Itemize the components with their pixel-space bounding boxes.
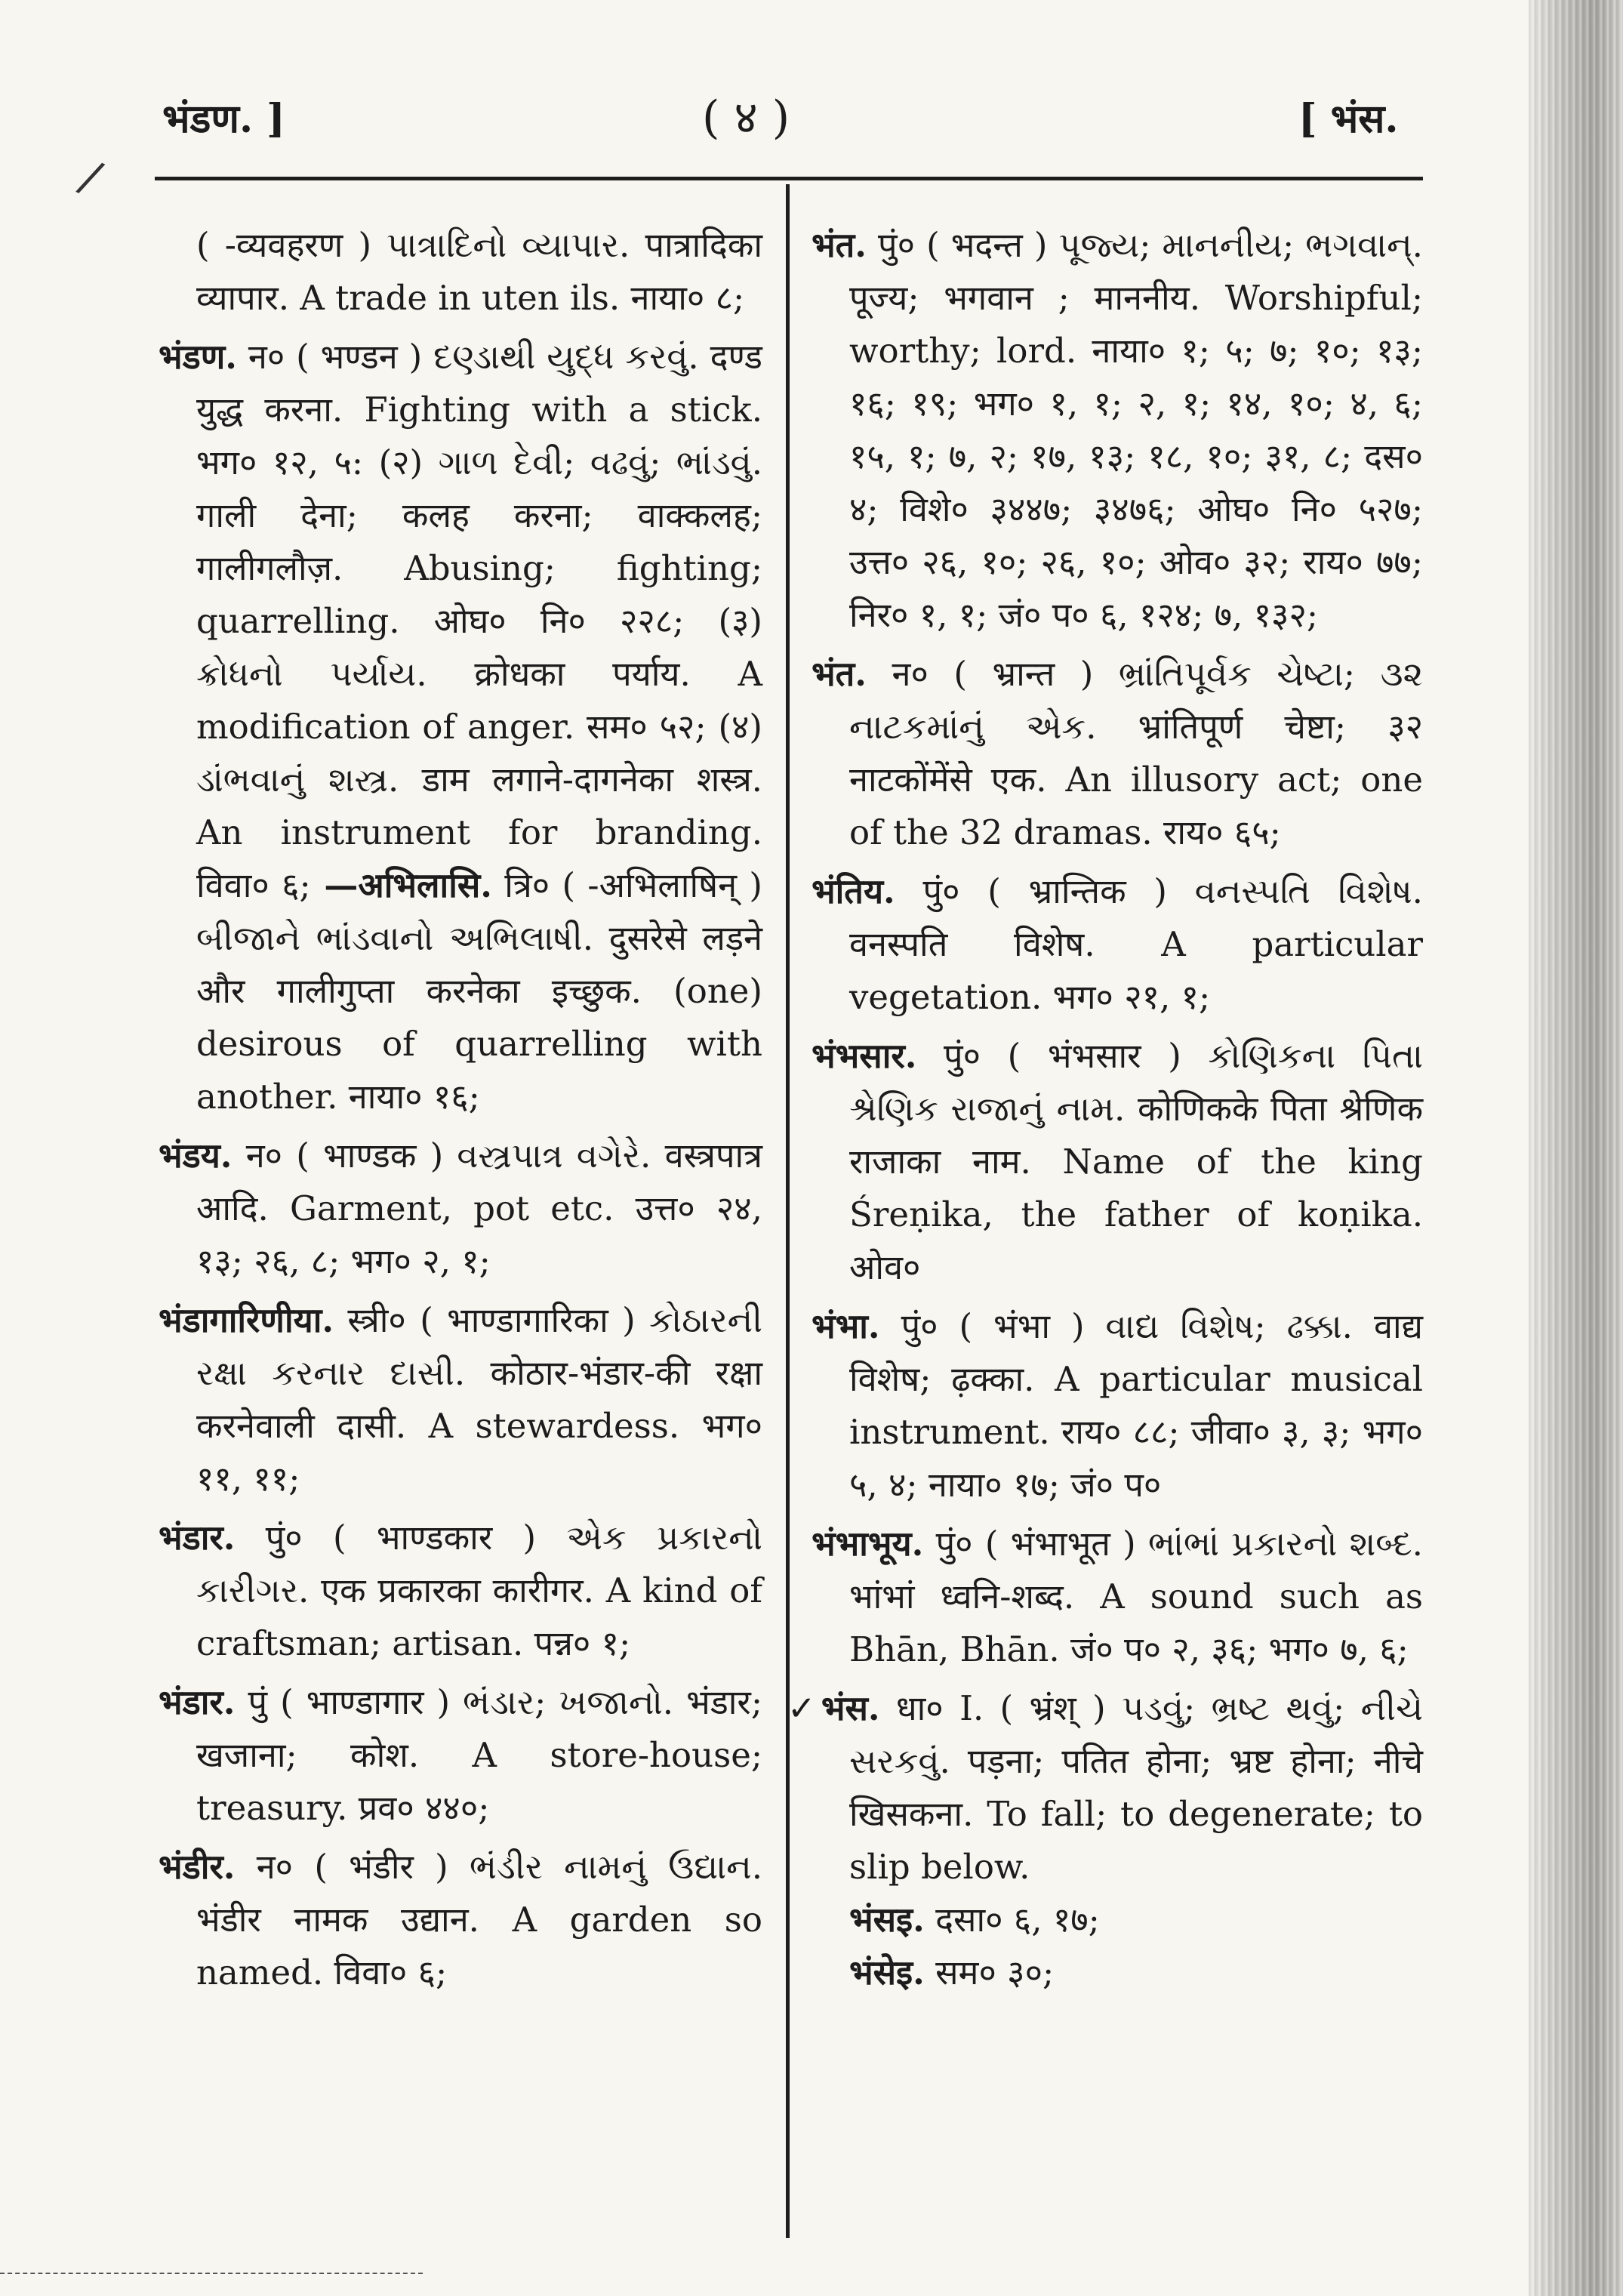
headword: भंभसार.	[812, 1036, 917, 1076]
entry	[812, 1030, 1423, 1294]
check-mark-icon: ✓	[787, 1688, 821, 1728]
sub-entry-text: त्रि० ( -अभिलाषिन् ) બીજાને ભાંડવાનો અભિલાષી. दुसरेसे लड़ने और गालीगुप्ता करनेका इच्छुक. (one) desirous of quarrelling with another. नाया० १६;	[196, 865, 762, 1117]
headword: भंभाभूय.	[812, 1524, 924, 1564]
entry	[812, 1518, 1423, 1676]
entry-text: न० ( भण्डन ) દણ્ડાથી યુદ્ધ કરવું. दण्ड युद्ध करना. Fighting with a stick. भग० १२, ५: (२) ગાળ દેવી; વઢવું; ભાંડવું. गाली देना; कलह करना; वाक्कलह; गालीगलौज़. Abusing; fighting; quarrelling. ओघ० नि० २२८; (३) ક્રોધનો પર્યાય. क्रोधका पर्याय. A modification of anger. सम० ५२; (४) ડાંભવાનું શસ્ત્ર. डाम लगाने-दागनेका शस्त्र. An instrument for branding. विवा० ६;	[196, 337, 762, 905]
headword: भंस.	[821, 1688, 880, 1728]
entry-text: स्त्री० ( भाण्डागारिका ) કોઠારની રક્ષા કરનાર દાસી. कोठार-भंडार-की रक्षा करनेवाली दासी. A stewardess. भग० ११, ११;	[196, 1300, 762, 1499]
entry	[159, 331, 762, 1123]
inflection-ref: दसा० ६, १७;	[924, 1900, 1100, 1940]
column-divider	[786, 184, 790, 2238]
inflected-form: भंसेइ.	[849, 1952, 925, 1992]
inflection-line	[849, 1946, 1423, 1999]
entry-text: पुं० ( भ्रान्तिक ) વનસ્પતિ વિશેષ. वनस्पति विशेष. A particular vegetation. भग० २१, १;	[849, 871, 1423, 1017]
right-column	[787, 219, 1423, 2005]
headword: भंडण.	[159, 337, 237, 377]
entry-text: धा० I. ( भ्रंश् ) પડવું; ભ્રષ્ટ થવું; નીચે સરકવું. पड़ना; पतित होना; भ्रष्ट होना; नीचे खिसकना. To fall; to degenerate; to slip below.	[849, 1688, 1423, 1887]
headword: भंडार.	[159, 1682, 236, 1722]
entry-continuation	[159, 219, 762, 325]
header-left-guide-word: भंडण. ]	[162, 96, 285, 142]
headword: भंत.	[812, 225, 867, 265]
sub-headword: —अभिलासि.	[310, 865, 492, 905]
entry	[159, 1841, 762, 1999]
bottom-dashed-rule	[0, 2273, 423, 2276]
entry	[812, 219, 1423, 642]
entry	[159, 1512, 762, 1670]
entry	[159, 1294, 762, 1505]
left-column	[159, 219, 762, 2005]
headword: भंडीर.	[159, 1847, 236, 1887]
page-number: ( ४ )	[702, 91, 790, 144]
entry-text: न० ( भ्रान्त ) ભ્રાંતિપૂર્વક ચેષ્ટા; ૩૨ નાટકમાંનું એક. भ्रांतिपूर्ण चेष्टा; ३२ नाटकोंमेंसे एक. An illusory act; one of the 32 dramas. राय० ६५;	[849, 654, 1423, 852]
entry	[812, 1300, 1423, 1512]
headword: भंत.	[812, 654, 867, 694]
header-right-guide-word: [ भंस.	[1298, 96, 1399, 142]
entry-text: पुं० ( भाण्डकार ) એક પ્રકારનો કારીગર. एक प्रकारका कारीगर. A kind of craftsman; artisan. पन्न० १;	[196, 1518, 762, 1663]
entry-text: पुं० ( भंभाभूत ) ભાંભાં પ્રકારનો શબ્દ. भांभां ध्वनि-शब्द. A sound such as Bhān, Bhān. जं० प० २, ३६; भग० ७, ६;	[849, 1524, 1423, 1669]
entry	[159, 1130, 762, 1288]
entry-text: न० ( भंडीर ) ભંડીર નામનું ઉદ્યાન. भंडीर नामक उद्यान. A garden so named. विवा० ६;	[196, 1847, 762, 1992]
entry-text: पुं० ( भदन्त ) પૂજ્ય; માનનીય; ભગવાન્. पूज्य; भगवान ; माननीय. Worshipful; worthy; lord. नाया० १; ५; ७; १०; १३; १६; १९; भग० १, १; २, १; १४, १०; ४, ६; १५, १; ७, २; १७, १३; १८, १०; ३१, ८; दस० ४; विशे० ३४४७; ३४७६; ओघ० नि० ५२७; उत्त० २६, १०; २६, १०; ओव० ३२; राय० ७७; निर० १, १; जं० प० ६, १२४; ७, १३२;	[849, 225, 1423, 635]
page-edge-shadow	[1529, 0, 1623, 2296]
headword: भंडागारिणीया.	[159, 1300, 334, 1340]
headword: भंतिय.	[812, 871, 895, 911]
entry-text: न० ( भाण्डक ) વસ્ત્રપાત્ર વગેરે. वस्त्रपात्र आदि. Garment, pot etc. उत्त० २४, १३; २६, ८; भग० २, १;	[196, 1136, 762, 1281]
entry-text: पुं० ( भंभसार ) કોણિકના પિતા શ્રેણિક રાજાનું નામ. कोणिकके पिता श्रेणिक राजाका नाम. Name of the king Śreṇika, the father of koṇika. ओव०	[849, 1036, 1423, 1287]
entry-text: ( -व्यवहरण ) પાત્રાદિનો વ્યાપાર. पात्रादिका व्यापार. A trade in uten ils. नाया० ८;	[196, 225, 762, 318]
headword: भंडय.	[159, 1136, 233, 1176]
header-rule	[155, 177, 1423, 180]
entry	[812, 865, 1423, 1024]
entry	[812, 648, 1423, 859]
entry	[159, 1676, 762, 1835]
headword: भंडार.	[159, 1518, 236, 1558]
pencil-mark: /	[72, 150, 109, 205]
headword: भंभा.	[812, 1306, 880, 1346]
inflection-ref: सम० ३०;	[924, 1952, 1055, 1992]
inflected-form: भंसइ.	[849, 1900, 925, 1940]
entry-text: पुं० ( भंभा ) વાદ્ય વિશેષ; ઢક્કા. वाद्य विशेष; ढ़क्का. A particular musical instrument. राय० ८८; जीवा० ३, ३; भग० ५, ४; नाया० १७; जं० प०	[849, 1306, 1423, 1505]
entry	[787, 1682, 1423, 1999]
inflection-line	[849, 1894, 1423, 1946]
entry-text: पुं ( भाण्डागार ) ભંડાર; ખજાનો. भंडार; खजाना; कोश. A store-house; treasury. प्रव० ४४०;	[196, 1682, 762, 1828]
